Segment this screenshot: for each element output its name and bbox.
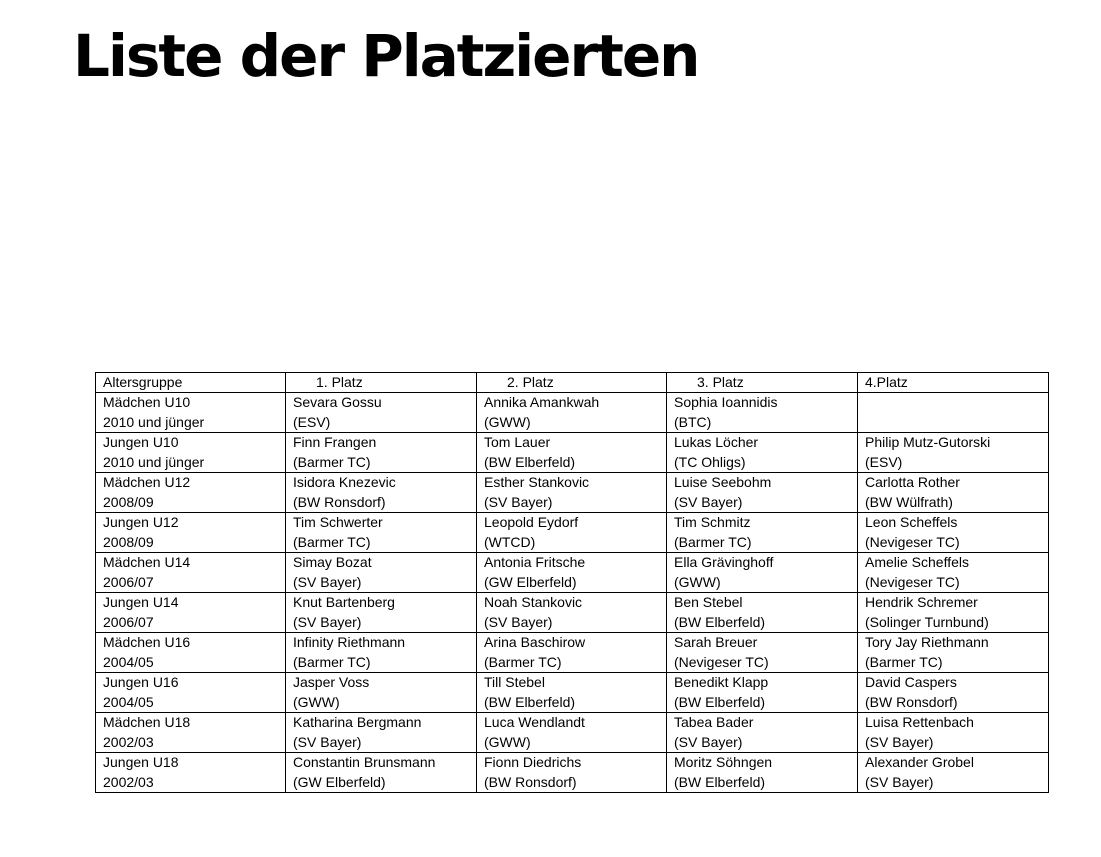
table-row: [96, 553, 1049, 593]
age-group-label: Mädchen U12: [103, 474, 191, 490]
club-name: (SV Bayer): [293, 573, 362, 590]
results-table: [95, 372, 1049, 793]
player-name: Tom Lauer: [484, 434, 551, 450]
table-row: [96, 513, 1049, 553]
table-row: [96, 473, 1049, 513]
age-group-cell: [96, 433, 286, 473]
age-group-label: Mädchen U10: [103, 394, 191, 410]
player-name: Fionn Diedrichs: [484, 754, 582, 770]
club-name: (Nevigeser TC): [865, 573, 960, 590]
header-place-4: 4.Platz: [858, 373, 1049, 393]
player-name: Noah Stankovic: [484, 594, 583, 610]
club-name: (SV Bayer): [293, 613, 362, 630]
place-3-cell: [667, 393, 858, 433]
club-name: (WTCD): [484, 533, 536, 550]
place-4-cell: [858, 513, 1049, 553]
age-group-cell: [96, 633, 286, 673]
player-name: Infinity Riethmann: [293, 634, 406, 650]
player-name: Hendrik Schremer: [865, 594, 978, 610]
place-2-cell: [477, 633, 667, 673]
club-name: (GWW): [293, 693, 340, 710]
player-name: Ben Stebel: [674, 594, 743, 610]
player-name: Sophia Ioannidis: [674, 394, 778, 410]
place-1-cell: [286, 393, 477, 433]
birth-years-label: 2002/03: [103, 733, 154, 750]
place-1-cell: [286, 633, 477, 673]
age-group-label: Jungen U14: [103, 594, 179, 610]
player-name: Sarah Breuer: [674, 634, 758, 650]
place-3-cell: [667, 473, 858, 513]
birth-years-label: 2004/05: [103, 693, 154, 710]
club-name: (GWW): [484, 413, 531, 430]
table-row: [96, 633, 1049, 673]
age-group-label: Jungen U18: [103, 754, 179, 770]
player-name: Tim Schwerter: [293, 514, 383, 530]
player-name: Leon Scheffels: [865, 514, 958, 530]
place-4-cell: [858, 633, 1049, 673]
player-name: Jasper Voss: [293, 674, 370, 690]
age-group-label: Jungen U16: [103, 674, 179, 690]
club-name: (SV Bayer): [293, 733, 362, 750]
club-name: (BW Ronsdorf): [865, 693, 958, 710]
birth-years-label: 2002/03: [103, 773, 154, 790]
place-3-cell: [667, 553, 858, 593]
place-3-cell: [667, 633, 858, 673]
club-name: (SV Bayer): [674, 733, 743, 750]
place-2-cell: [477, 713, 667, 753]
place-2-cell: [477, 433, 667, 473]
club-name: (SV Bayer): [865, 773, 934, 790]
club-name: (BW Elberfeld): [674, 613, 766, 630]
player-name: Tabea Bader: [674, 714, 754, 730]
place-2-cell: [477, 753, 667, 793]
club-name: (SV Bayer): [865, 733, 934, 750]
place-1-cell: [286, 433, 477, 473]
player-name: Carlotta Rother: [865, 474, 960, 490]
club-name: (GWW): [484, 733, 531, 750]
age-group-cell: [96, 393, 286, 433]
club-name: (Nevigeser TC): [674, 653, 769, 670]
club-name: (BW Elberfeld): [484, 453, 576, 470]
age-group-label: Mädchen U14: [103, 554, 191, 570]
club-name: (GWW): [674, 573, 721, 590]
place-4-cell: [858, 593, 1049, 633]
birth-years-label: 2010 und jünger: [103, 413, 205, 430]
player-name: Luisa Rettenbach: [865, 714, 974, 730]
club-name: (SV Bayer): [484, 493, 553, 510]
place-1-cell: [286, 473, 477, 513]
table-row: [96, 673, 1049, 713]
place-2-cell: [477, 393, 667, 433]
header-place-1: 1. Platz: [286, 373, 477, 393]
place-1-cell: [286, 753, 477, 793]
player-name: Annika Amankwah: [484, 394, 600, 410]
age-group-cell: [96, 473, 286, 513]
club-name: (Barmer TC): [293, 453, 371, 470]
table-header-row: [96, 373, 1049, 393]
player-name: Tim Schmitz: [674, 514, 751, 530]
place-2-cell: [477, 593, 667, 633]
club-name: (Barmer TC): [293, 653, 371, 670]
place-4-cell: [858, 713, 1049, 753]
player-name: Ella Grävinghoff: [674, 554, 774, 570]
place-4-cell: [858, 393, 1049, 433]
age-group-label: Jungen U12: [103, 514, 179, 530]
place-4-cell: [858, 673, 1049, 713]
age-group-label: Mädchen U16: [103, 634, 191, 650]
age-group-label: Jungen U10: [103, 434, 179, 450]
header-age-group: Altersgruppe: [96, 373, 286, 393]
club-name: (TC Ohligs): [674, 453, 746, 470]
club-name: (BTC): [674, 413, 712, 430]
player-name: Sevara Gossu: [293, 394, 382, 410]
club-name: (Barmer TC): [674, 533, 752, 550]
player-name: Isidora Knezevic: [293, 474, 396, 490]
place-4-cell: [858, 433, 1049, 473]
age-group-cell: [96, 593, 286, 633]
club-name: (ESV): [865, 453, 903, 470]
player-name: Luca Wendlandt: [484, 714, 585, 730]
club-name: [865, 413, 1041, 433]
age-group-cell: [96, 553, 286, 593]
club-name: (Barmer TC): [293, 533, 371, 550]
birth-years-label: 2004/05: [103, 653, 154, 670]
birth-years-label: 2006/07: [103, 573, 154, 590]
club-name: (BW Elberfeld): [674, 693, 766, 710]
club-name: (BW Ronsdorf): [484, 773, 577, 790]
header-place-3: 3. Platz: [667, 373, 858, 393]
place-3-cell: [667, 513, 858, 553]
club-name: (BW Ronsdorf): [293, 493, 386, 510]
club-name: (GW Elberfeld): [484, 573, 577, 590]
player-name: David Caspers: [865, 674, 957, 690]
table-row: [96, 713, 1049, 753]
club-name: (BW Elberfeld): [674, 773, 766, 790]
club-name: (Barmer TC): [484, 653, 562, 670]
place-3-cell: [667, 593, 858, 633]
place-2-cell: [477, 513, 667, 553]
club-name: (GW Elberfeld): [293, 773, 386, 790]
club-name: (SV Bayer): [674, 493, 743, 510]
player-name: Antonia Fritsche: [484, 554, 586, 570]
club-name: (Barmer TC): [865, 653, 943, 670]
place-1-cell: [286, 553, 477, 593]
club-name: (SV Bayer): [484, 613, 553, 630]
birth-years-label: 2010 und jünger: [103, 453, 205, 470]
table-row: [96, 753, 1049, 793]
age-group-cell: [96, 753, 286, 793]
player-name: Leopold Eydorf: [484, 514, 579, 530]
player-name: Luise Seebohm: [674, 474, 772, 490]
player-name: Benedikt Klapp: [674, 674, 769, 690]
club-name: (BW Elberfeld): [484, 693, 576, 710]
place-2-cell: [477, 553, 667, 593]
player-name: Lukas Löcher: [674, 434, 759, 450]
age-group-label: Mädchen U18: [103, 714, 191, 730]
results-body: [96, 393, 1049, 793]
place-1-cell: [286, 673, 477, 713]
place-2-cell: [477, 473, 667, 513]
club-name: (BW Wülfrath): [865, 493, 953, 510]
player-name: Constantin Brunsmann: [293, 754, 436, 770]
player-name: [865, 393, 1041, 413]
player-name: Tory Jay Riethmann: [865, 634, 989, 650]
age-group-cell: [96, 513, 286, 553]
table-row: [96, 593, 1049, 633]
place-2-cell: [477, 673, 667, 713]
header-place-2: 2. Platz: [477, 373, 667, 393]
place-4-cell: [858, 553, 1049, 593]
player-name: Simay Bozat: [293, 554, 372, 570]
player-name: Amelie Scheffels: [865, 554, 970, 570]
table-row: [96, 393, 1049, 433]
club-name: (Solinger Turnbund): [865, 613, 989, 630]
player-name: Knut Bartenberg: [293, 594, 395, 610]
player-name: Till Stebel: [484, 674, 545, 690]
birth-years-label: 2008/09: [103, 493, 154, 510]
page-title: Liste der Platzierten: [73, 22, 699, 90]
place-3-cell: [667, 753, 858, 793]
player-name: Arina Baschirow: [484, 634, 586, 650]
place-3-cell: [667, 433, 858, 473]
age-group-cell: [96, 673, 286, 713]
place-4-cell: [858, 473, 1049, 513]
birth-years-label: 2006/07: [103, 613, 154, 630]
club-name: (Nevigeser TC): [865, 533, 960, 550]
player-name: Alexander Grobel: [865, 754, 974, 770]
club-name: (ESV): [293, 413, 331, 430]
player-name: Finn Frangen: [293, 434, 377, 450]
player-name: Philip Mutz-Gutorski: [865, 434, 991, 450]
player-name: Esther Stankovic: [484, 474, 590, 490]
age-group-cell: [96, 713, 286, 753]
place-1-cell: [286, 713, 477, 753]
place-1-cell: [286, 513, 477, 553]
player-name: Moritz Söhngen: [674, 754, 773, 770]
place-4-cell: [858, 753, 1049, 793]
player-name: Katharina Bergmann: [293, 714, 422, 730]
place-1-cell: [286, 593, 477, 633]
table-row: [96, 433, 1049, 473]
place-3-cell: [667, 713, 858, 753]
birth-years-label: 2008/09: [103, 533, 154, 550]
place-3-cell: [667, 673, 858, 713]
